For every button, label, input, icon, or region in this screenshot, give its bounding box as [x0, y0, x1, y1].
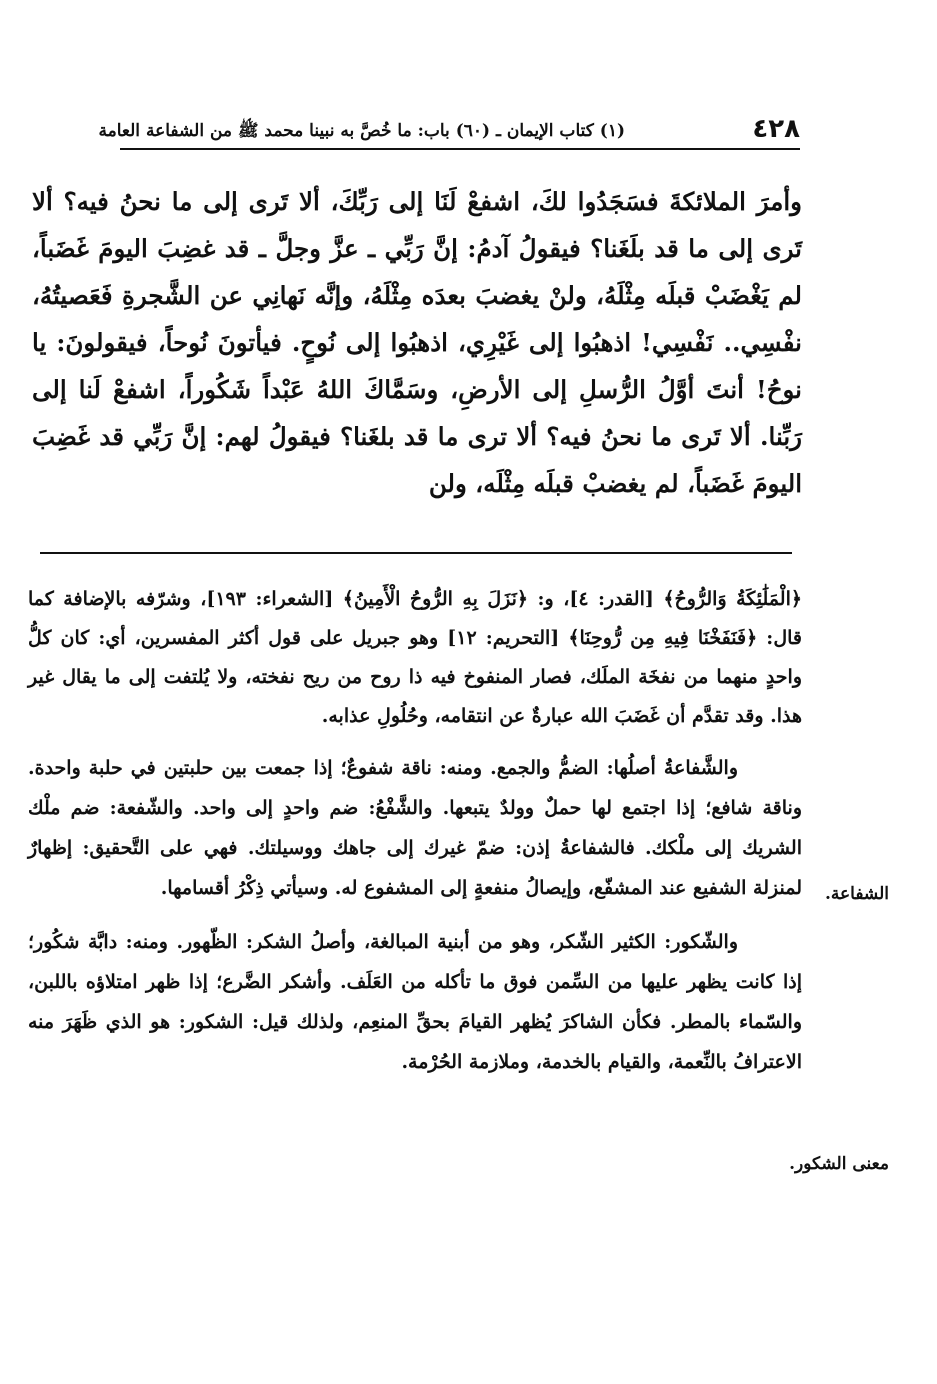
margin-label-shafaa: الشفاعة.	[824, 884, 889, 904]
hadith-text	[32, 178, 802, 507]
commentary-paragraph-shukur: والشّكور: الكثير الشّكر، وهو من أبنية المبالغة، وأصلُ الشكر: الظّهور. ومنه: دابَّة شكُور؛ إذا كانت يظهر عليها من السِّمن فوق ما تأكله من العَلَف. وأشكر الضَّرع؛ إذا ظهر امتلاؤه باللبن، والسّماء بالمطر. فكأن الشاكرَ يُظهر القيامَ بحقِّ المنعِم، ولذلك قيل: الشكور: هو الذي ظَهَرَ منه الاعترافُ بالنِّعمة، والقيام بالخدمة، وملازمة الحُرْمة.	[28, 931, 802, 1073]
page-header	[98, 112, 800, 150]
hadith-paragraph: وأمرَ الملائكةَ فسَجَدُوا لكَ، اشفعْ لَنَا إلى رَبِّكَ، ألا تَرى إلى ما نحنُ فيه؟ ألا تَرى إلى ما قد بلَغَنا؟ فيقولُ آدمُ: إنَّ رَبِّي ـ عزَّ وجلَّ ـ قد غضِبَ اليومَ غَضَباً، لم يَغْضَبْ قبلَه مِثْلَهُ، ولنْ يغضبَ بعدَه مِثْلَهُ، وإنَّه نَهانِي عن الشَّجرةِ فَعَصيتُهُ، نفْسِي.. نَفْسِي! اذهبُوا إلى غَيْرِي، اذهبُوا إلى نُوحٍ. فيأتونَ نُوحاً، فيقولونَ: يا نوحُ! أنتَ أوَّلُ الرُّسلِ إلى الأرضِ، وسَمَّاكَ اللهُ عَبْداً شَكُوراً، اشفعْ لَنا إلى رَبِّنا. ألا تَرى ما نحنُ فيه؟ ألا ترى ما قد بلغَنا؟ فيقولُ لهم: إنَّ رَبِّي قد غَضِبَ اليومَ غَضَباً، لم يغضبْ قبلَه مِثْلَه، ولن	[32, 187, 802, 498]
margin-label-shukur: معنى الشكور.	[789, 1154, 889, 1174]
footnote-divider	[40, 552, 792, 554]
commentary-paragraph-shafaa: والشَّفاعةُ أصلُها: الضمُّ والجمع. ومنه: ناقة شفوعٌ؛ إذا جمعت بين حلبتين في حلبة واحدة. وناقة شافع؛ إذا اجتمع لها حملٌ وولدٌ يتبعها. والشَّفْعُ: ضم واحدٍ إلى واحد. والشّفعة: ضم ملْك الشريك إلى ملْكك. فالشفاعةُ إذن: ضمّ غيرك إلى جاهك ووسيلتك. فهي على التَّحقيق: إظهارٌ لمنزلة الشفيع عند المشفّع، وإيصالُ منفعةٍ إلى المشفوع له. وسيأتي ذِكْرُ أقسامها.	[28, 757, 802, 899]
page-number: ٤٢٨	[752, 114, 800, 144]
commentary	[28, 580, 802, 1082]
commentary-paragraph-ruh: ﴿الْمَلَٰئِكَةُ وَالرُّوحُ﴾ [القدر: ٤]، و: ﴿نَزَلَ بِهِ الرُّوحُ الْأَمِينُ﴾ [الشعراء: ١٩٣]، وشرّفه بالإضافة كما قال: ﴿فَنَفَخْنَا فِيهِ مِن رُّوحِنَا﴾ [التحريم: ١٢] وهو جبريل على قول أكثر المفسرين، أي: كان كلُّ واحدٍ منهما من نفخَة الملَك، فصار المنفوخ فيه ذا روح من ريح نفخته، ولا يُلتفت إلى ما يقال غير هذا. وقد تقدَّم أن غَضَبَ الله عبارةٌ عن انتقامه، وحُلُولِ عذابه.	[28, 588, 802, 727]
running-head: (١) كتاب الإيمان ـ (٦٠) باب: ما خُصَّ به نبينا محمد ﷺ من الشفاعة العامة	[98, 121, 625, 141]
